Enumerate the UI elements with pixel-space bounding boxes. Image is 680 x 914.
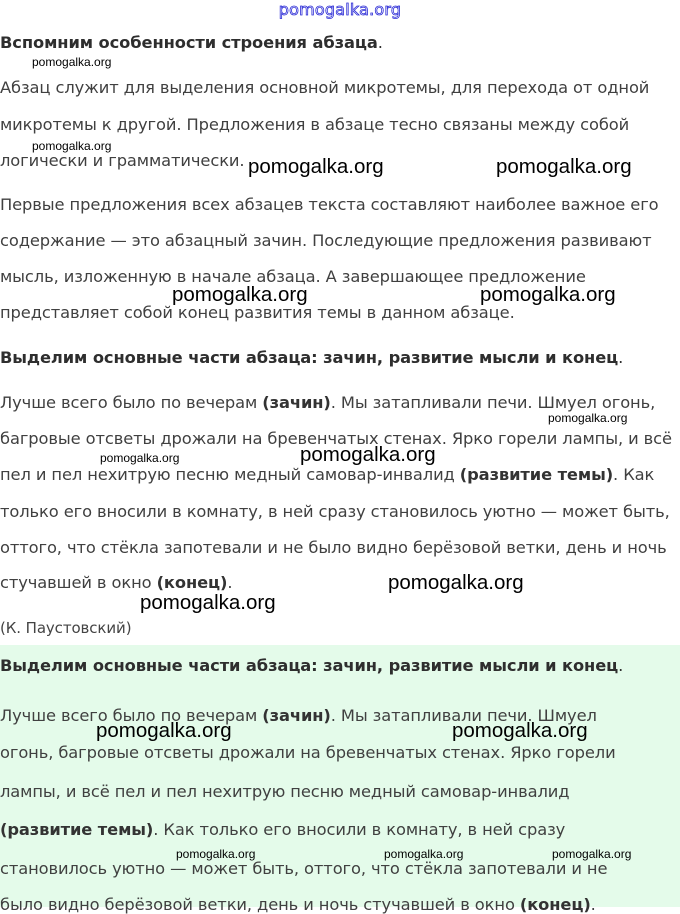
section2-line-4: представляет собой конец развития темы в данном абзаце. [0, 303, 515, 322]
section4-heading-text: Выделим основные части абзаца: зачин, развитие мысли и конец [0, 656, 619, 675]
section3-line-4: только его вносили в комнату, в ней сразу становилось уютно — может быть, [0, 502, 670, 521]
watermark: pomogalka.org [496, 155, 632, 178]
text: Лучше всего было по вечерам [0, 393, 263, 412]
watermark: pomogalka.org [552, 847, 632, 861]
text: . Как только его вносили в комнату, в ней сразу [153, 820, 566, 839]
watermark: pomogalka.org [176, 847, 256, 861]
section4-heading-end: . [618, 656, 624, 675]
watermark: pomogalka.org [32, 55, 112, 69]
section2-line-3: мысль, изложенную в начале абзаца. А завершающее предложение [0, 267, 586, 286]
label-razvitie: (развитие темы) [0, 820, 154, 839]
text: пел и пел нехитрую песню медный самовар-инвалид [0, 465, 460, 484]
text: было видно берёзовой ветки, день и ночь стучавшей в окно [0, 895, 520, 914]
section4-line-4 [0, 820, 565, 839]
label-razvitie: (развитие темы) [459, 465, 614, 484]
section4-line-3: лампы, и всё пел и пел нехитрую песню медный самовар-инвалид [0, 782, 570, 801]
section1-heading [0, 33, 383, 52]
text: . [227, 573, 233, 592]
section1-line-3: логически и грамматически. [0, 151, 245, 170]
watermark: pomogalka.org [452, 719, 588, 742]
text: . Мы затапливали печи. Шмуел огонь, [330, 393, 656, 412]
watermark: pomogalka.org [300, 443, 436, 466]
watermark: pomogalka.org [172, 283, 308, 306]
section1-heading-text: Вспомним особенности строения абзаца [0, 33, 378, 52]
watermark: pomogalka.org [32, 139, 112, 153]
text: . Как [613, 465, 655, 484]
author: (К. Паустовский) [0, 619, 132, 637]
text: . Мы затапливали печи. Шмуел [330, 706, 597, 725]
site-link[interactable]: pomogalka.org [278, 0, 402, 19]
section3-line-6 [0, 573, 232, 592]
section3-heading [0, 348, 623, 367]
watermark: pomogalka.org [480, 283, 616, 306]
watermark: pomogalka.org [388, 571, 524, 594]
section3-heading-end: . [618, 348, 624, 367]
text: стучавшей в окно [0, 573, 157, 592]
text: . [590, 895, 596, 914]
section3-line-1 [0, 393, 655, 412]
label-konec: (конец) [156, 573, 228, 592]
section3-line-5: оттого, что стёкла запотевали и не было видно берёзовой ветки, день и ночь [0, 538, 667, 557]
label-konec: (конец) [519, 895, 591, 914]
watermark: pomogalka.org [384, 847, 464, 861]
section4-line-2: огонь, багровые отсветы дрожали на бревенчатых стенах. Ярко горели [0, 743, 616, 762]
section1-heading-end: . [377, 33, 383, 52]
watermark: pomogalka.org [548, 411, 628, 425]
label-zachin: (зачин) [262, 706, 331, 725]
watermark: pomogalka.org [96, 719, 232, 742]
section3-heading-text: Выделим основные части абзаца: зачин, развитие мысли и конец [0, 348, 619, 367]
section2-line-1: Первые предложения всех абзацев текста составляют наиболее важное его [0, 195, 659, 214]
section3-line-2: багровые отсветы дрожали на бревенчатых стенах. Ярко горели лампы, и всё [0, 429, 672, 448]
watermark: pomogalka.org [248, 155, 384, 178]
watermark: pomogalka.org [100, 451, 180, 465]
section2-line-2: содержание — это абзацный зачин. Последующие предложения развивают [0, 231, 652, 250]
text: Лучше всего было по вечерам [0, 706, 263, 725]
section4-line-5: становилось уютно — может быть, оттого, что стёкла запотевали и не [0, 859, 608, 878]
label-zachin: (зачин) [262, 393, 331, 412]
section1-line-1: Абзац служит для выделения основной микротемы, для перехода от одной [0, 78, 650, 97]
section1-line-2: микротемы к другой. Предложения в абзаце тесно связаны между собой [0, 115, 630, 134]
section3-line-3 [0, 465, 654, 484]
watermark: pomogalka.org [140, 591, 276, 614]
section4-line-6 [0, 895, 596, 914]
section4-heading [0, 656, 623, 675]
